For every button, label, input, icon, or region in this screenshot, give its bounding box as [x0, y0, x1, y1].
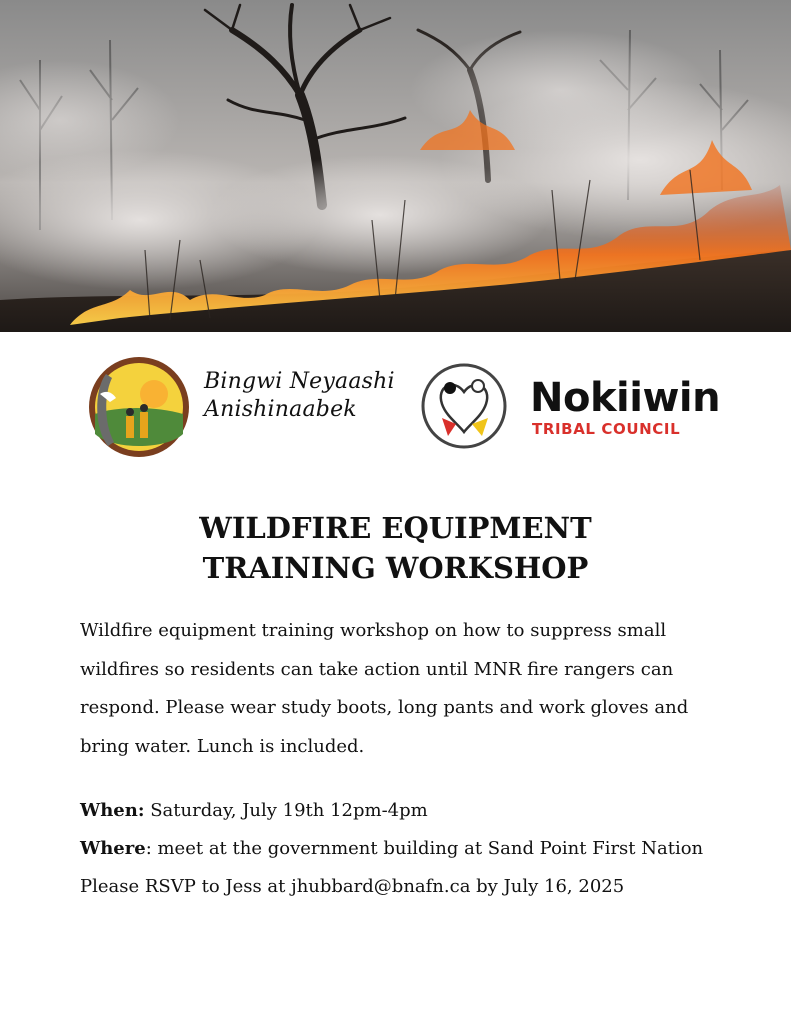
title-line2: TRAINING WORKSHOP: [202, 551, 589, 585]
partner-logos: [0, 340, 791, 470]
title-line1: WILDFIRE EQUIPMENT: [199, 511, 592, 545]
nokiiwin-wordmark: Nokiiwin: [530, 375, 721, 421]
bna-name-line1: Bingwi Neyaashi: [204, 369, 395, 394]
where-value: : meet at the government building at Sand Point First Nation: [145, 838, 704, 859]
when-label: When:: [80, 800, 145, 821]
hero-wildfire-photo: [0, 0, 791, 332]
when-value: Saturday, July 19th 12pm-4pm: [144, 800, 428, 821]
when-row: [80, 792, 740, 830]
nokiiwin-subtitle: TRIBAL COUNCIL: [532, 420, 681, 438]
bna-name: [204, 368, 395, 424]
page-title: [0, 508, 791, 588]
event-details: [80, 792, 740, 906]
wildfire-illustration: [0, 0, 791, 332]
workshop-description: Wildfire equipment training workshop on how to suppress small wildfires so residents can take action until MNR fire rangers can respond. Please wear study boots, long pants and work gloves and bring water. Lunch is included.: [80, 620, 689, 757]
bna-seal-logo: [86, 354, 192, 460]
rsvp-line: Please RSVP to Jess at jhubbard@bnafn.ca by July 16, 2025: [80, 876, 625, 897]
where-label: Where: [80, 838, 146, 859]
where-row: [80, 830, 740, 868]
nokiiwin-logo-mark: [420, 362, 508, 450]
bna-name-line2: Anishinaabek: [204, 397, 357, 422]
